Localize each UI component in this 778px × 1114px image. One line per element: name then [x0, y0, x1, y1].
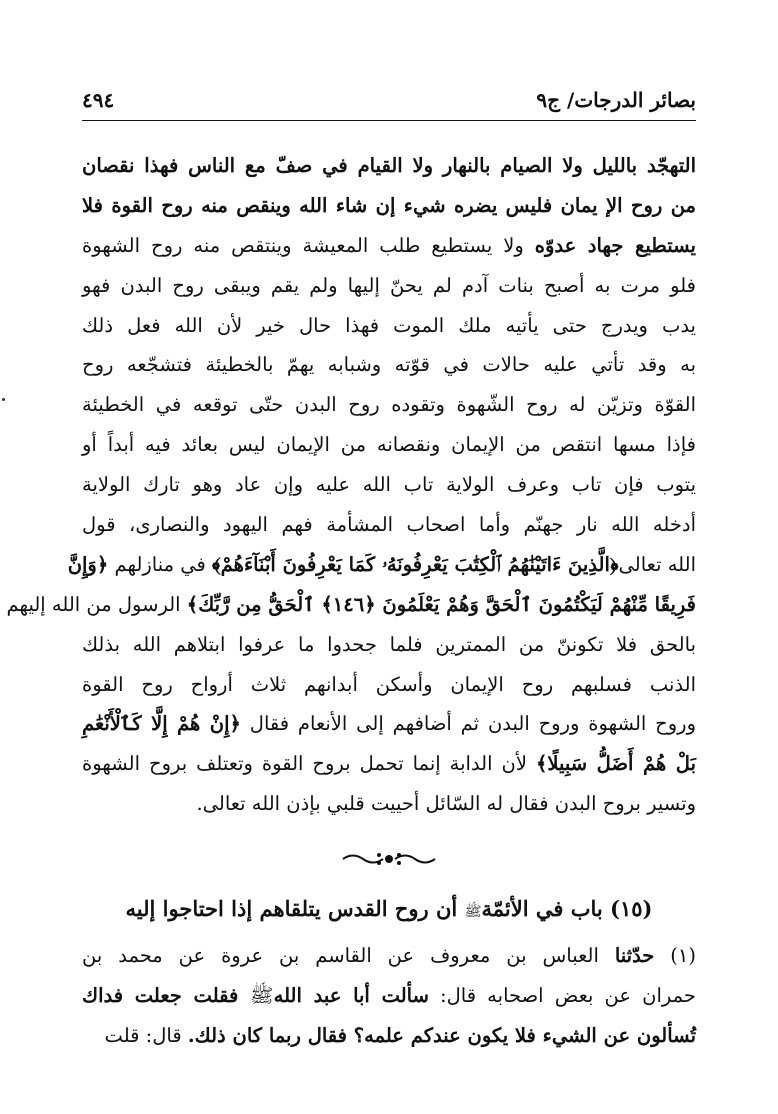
quran-quote: بَلْ هُمْ أَضَلُّ سَبِيلًا﴾ [535, 752, 696, 776]
margin-mark [2, 398, 5, 401]
text-line [6, 585, 696, 625]
hadith-paragraph [82, 936, 696, 1056]
text-run: ولا يستطيع طلب المعيشة وينتقص منه روح الشهوة [82, 233, 535, 257]
text-run: الذنب فسلبهم روح الإيمان وأسكن أبدانهم ثلاث أرواح روح القوة [82, 672, 696, 696]
text-line [67, 545, 696, 585]
text-line [82, 665, 696, 705]
text-run: حمران عن بعض اصحابه قال: [428, 983, 696, 1007]
text-run: وروح الشهوة وروح البدن ثم أضافهم إلى الأنعام فقال [240, 712, 696, 736]
text-line [82, 625, 696, 665]
text-run: ﷺ [250, 983, 274, 1007]
running-title: بصائر الدرجات/ ج٩ [536, 88, 696, 112]
text-line [82, 465, 696, 505]
text-line [82, 266, 696, 306]
text-run: في منازلهم [108, 552, 213, 576]
hadith-line [82, 976, 696, 1016]
text-run: الرسول من الله إليهم [6, 592, 187, 616]
text-line [82, 744, 696, 784]
chapter-title-part2: أن روح القدس يتلقاهم إذا احتاجوا إليه [125, 896, 458, 921]
text-line [82, 505, 696, 545]
text-line [82, 146, 696, 186]
text-line [82, 186, 696, 226]
text-run: القوّة وتزيّن له روح الشّهوة وتقوده روح البدن حتّى توقعه في الخطيئة [82, 393, 696, 417]
text-run: لأن الدابة إنما تحمل بروح القوة وتعتلف بروح الشهوة [82, 752, 536, 776]
chapter-number: (١٥) [610, 896, 653, 921]
chapter-title-part1: باب في الأئمّة [481, 896, 603, 921]
quran-quote: ﴿الَّذِينَ ءَاتَيْنَٰهُمُ ٱلْكِتَٰبَ يَعْرِفُونَهُۥ كَمَا يَعْرِفُونَ أَبْنَآءَهُمْ﴾ [212, 552, 619, 576]
text-run: الله تعالى [618, 552, 696, 576]
text-run: العباس بن معروف عن القاسم بن عروة عن محمد بن [82, 944, 615, 967]
text-line [82, 425, 696, 465]
hadith-line [82, 1016, 696, 1056]
text-run: وتسير بروح البدن فقال له السّائل أحييت قلبي بإذن الله تعالى. [196, 792, 696, 816]
text-run: فإذا مسها انتقص من الإيمان ونقصانه من الإيمان ليس بعائد فيه أبداً أو [82, 433, 696, 457]
text-line [82, 704, 696, 744]
text-line [82, 385, 696, 425]
text-run: يتوب فإن تاب وعرف الولاية تاب الله عليه وإن عاد وهو تارك الولاية [82, 473, 696, 497]
text-run: يدب ويدرج حتى يأتيه ملك الموت فهذا حال خير لأن الله فعل ذلك [82, 313, 696, 337]
text-run: سألت أبا عبد الله [273, 983, 429, 1007]
text-run: (١) [654, 944, 696, 967]
page-header [82, 82, 696, 112]
text-line [82, 306, 696, 346]
text-run: فقلت جعلت فداك [82, 983, 251, 1007]
text-run: التهجّد بالليل ولا الصيام بالنهار ولا القيام في صفّ مع الناس فهذا نقصان [82, 154, 696, 177]
text-run: قال: قلت [104, 1023, 188, 1047]
text-run: من روح الإ يمان فليس يضره شيء إن شاء الله وينقص منه روح القوة فلا [82, 193, 696, 217]
quran-quote: فَرِيقًا مِّنْهُمْ لَيَكْتُمُونَ ٱلْحَقَّ وَهُمْ يَعْلَمُونَ ﴿١٤٦﴾ ٱلْحَقُّ مِن رَّبِّكَ﴾ [186, 592, 696, 616]
page-number: ٤٩٤ [82, 88, 115, 112]
text-run: تُسألون عن الشيء فلا يكون عندكم علمه؟ فقال ربما كان ذلك. [187, 1023, 696, 1047]
text-run: بالحق فلا تكوننّ من الممترين فلما جحدوا ما عرفوا ابتلاهم الله بذلك [82, 632, 696, 656]
text-line [82, 226, 696, 266]
chapter-heading [82, 888, 696, 930]
quran-quote: ﴿وَإِنَّ [67, 552, 109, 576]
main-text [6, 146, 696, 824]
text-run: فلو مرت به أصبح بنات آدم لم يحنّ إليها ولم يقم ويبقى روح البدن فهو [82, 273, 696, 297]
quran-quote: ﴿إِنْ هُمْ إِلَّا كَٱلْأَنْعَٰمِ [82, 712, 241, 736]
header-rule [82, 120, 696, 121]
text-run: به وقد تأتي عليه حالات في قوّته وشبابه يهمّ بالخطيئة فتشجّعه روح [82, 353, 696, 377]
text-run: يستطيع جهاد عدوّه [534, 233, 696, 257]
text-line [82, 345, 696, 385]
text-line [82, 784, 696, 824]
text-run: أدخله الله نار جهنّم وأما اصحاب المشأمة فهم اليهود والنصارى، قول [82, 513, 696, 537]
honorific-icon: ﷺ [464, 904, 482, 920]
text-run: حدّثنا [614, 944, 655, 967]
hadith-line [82, 936, 696, 976]
ornament-divider-icon [339, 848, 439, 870]
